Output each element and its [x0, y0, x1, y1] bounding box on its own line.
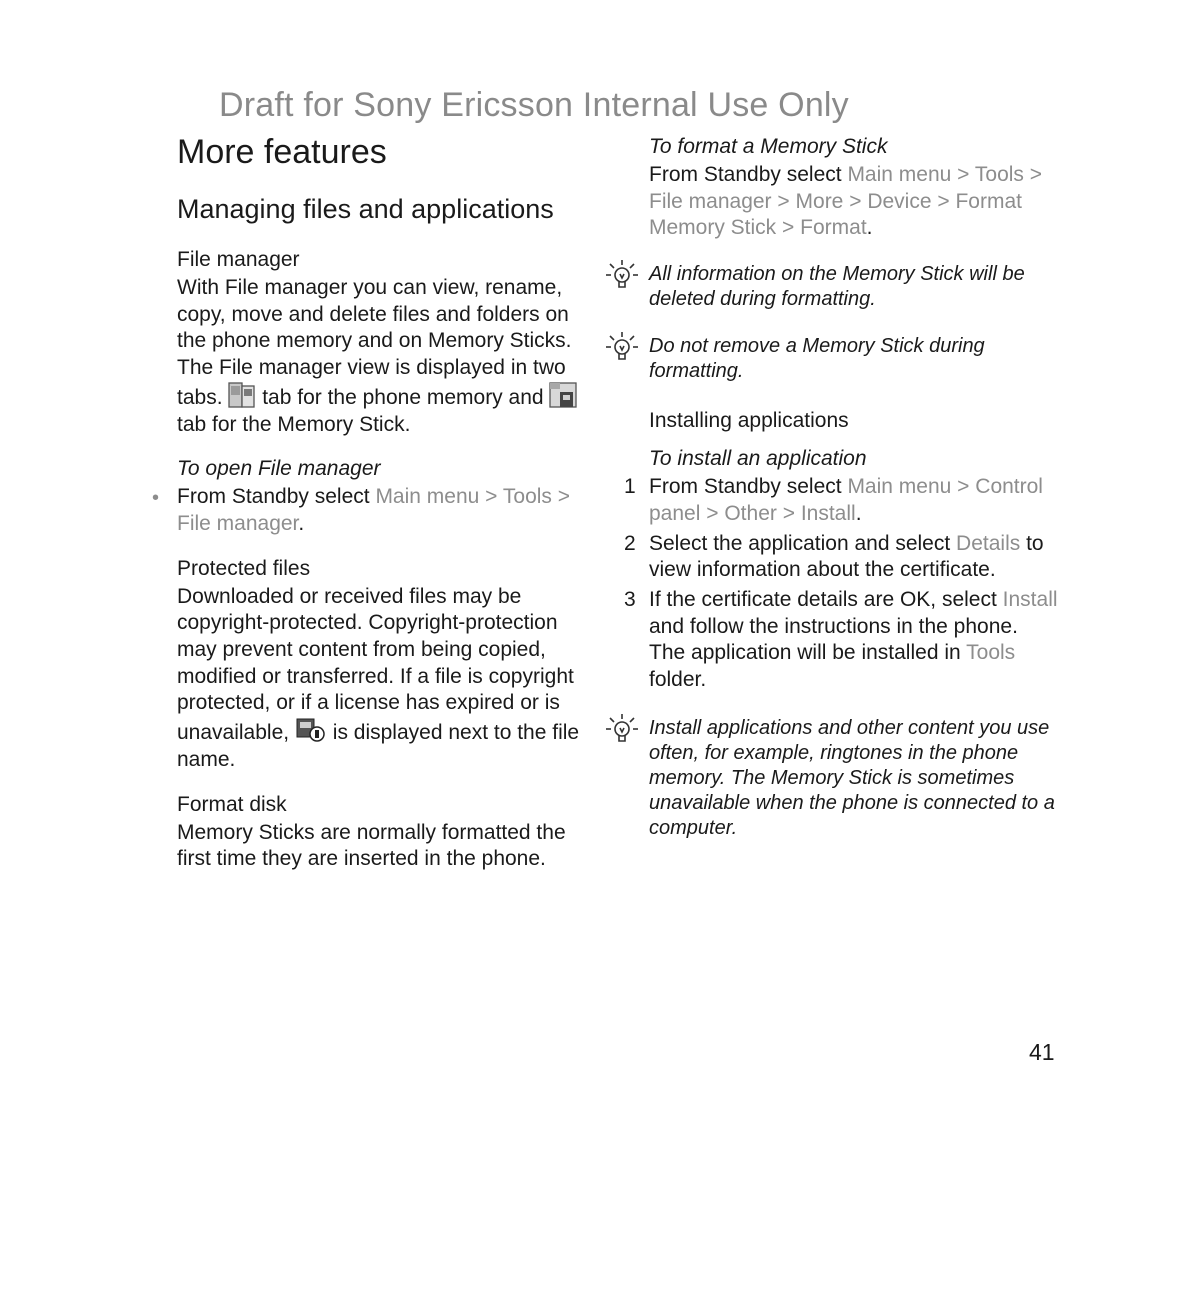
other-link: Other — [724, 501, 777, 525]
format-disk-body: Memory Sticks are normally formatted the first time they are inserted in the phone. — [177, 820, 566, 871]
open-file-manager-heading: To open File manager — [177, 457, 381, 481]
protected-files-body: Downloaded or received files may be copyright-protected. Copyright-protection may prevent content from being copied, modified or transferred. If a file is copyright protected, or if a license has expired or is unavailable, is displayed next to the file name. — [177, 584, 580, 771]
copyright-protected-icon — [295, 717, 327, 743]
install-step-3: 3 If the certificate details are OK, select Install and follow the instructions in the phone. The application will be installed in Tools folder. — [624, 587, 1058, 692]
install-link: Install — [800, 501, 856, 525]
tip-note-do-not-remove: Do not remove a Memory Stick during formatting. — [649, 334, 1059, 384]
format-memory-stick-link: Format Memory Stick — [649, 189, 1022, 240]
install-application-heading: To install an application — [649, 447, 867, 471]
step-number: 1 — [624, 475, 636, 499]
step-number: 3 — [624, 587, 636, 611]
open-file-manager-instruction: • From Standby select Main menu > Tools > File manager. — [152, 485, 571, 535]
right-column — [624, 132, 1059, 863]
file-manager-body: With File manager you can view, rename, copy, move and delete files and folders on the phone memory and on Memory Sticks. The File manager view is displayed in two tabs. tab for the phone memory and tab for the Memory Stick. — [177, 275, 587, 438]
more-link: More — [795, 189, 844, 213]
lightbulb-tip-icon — [605, 259, 639, 293]
file-manager-heading: File manager — [177, 248, 300, 271]
page-title: More features — [177, 133, 387, 171]
install-step-1: 1 From Standby select Main menu > Control panel > Other > Install. — [624, 475, 1043, 525]
lightbulb-tip-icon — [605, 331, 639, 365]
step-number: 2 — [624, 531, 636, 555]
file-manager-link: File manager — [177, 511, 299, 535]
section-title: Managing files and applications — [177, 194, 554, 224]
install-link: Install — [1002, 587, 1058, 611]
main-menu-link: Main menu — [847, 163, 952, 186]
left-column — [152, 132, 587, 873]
details-link: Details — [956, 531, 1021, 555]
tip-note-install-content: Install applications and other content you use often, for example, ringtones in the phone memory. The Memory Stick is sometimes unavailable when the phone is connected to a computer. — [649, 716, 1059, 841]
installing-applications-heading: Installing applications — [649, 409, 849, 433]
tools-link: Tools — [502, 485, 552, 509]
memory-stick-tab-icon — [549, 382, 577, 408]
tools-link: Tools — [966, 641, 1016, 665]
tools-link: Tools — [974, 163, 1024, 186]
control-panel-link: Control panel — [649, 475, 1043, 525]
main-menu-link: Main menu — [847, 475, 952, 499]
draft-watermark: Draft for Sony Ericsson Internal Use Only — [219, 86, 849, 124]
format-memory-stick-instruction: From Standby select Main menu > Tools > File manager > More > Device > Format Memory Stick > Format. — [649, 163, 1043, 240]
format-link: Format — [800, 216, 867, 240]
main-menu-link: Main menu — [375, 485, 480, 509]
install-step-2: 2 Select the application and select Details to view information about the certificate. — [624, 531, 1044, 582]
page-number: 41 — [1029, 1039, 1055, 1065]
protected-files-heading: Protected files — [177, 556, 311, 580]
device-link: Device — [867, 189, 932, 213]
format-disk-heading: Format disk — [177, 792, 287, 816]
format-memory-stick-heading: To format a Memory Stick — [649, 135, 888, 158]
phone-memory-tab-icon — [228, 382, 256, 408]
bullet-dot: • — [152, 487, 160, 510]
file-manager-link: File manager — [649, 189, 772, 213]
tip-note-formatting: All information on the Memory Stick will be deleted during formatting. — [649, 262, 1059, 312]
lightbulb-tip-icon — [605, 713, 639, 747]
